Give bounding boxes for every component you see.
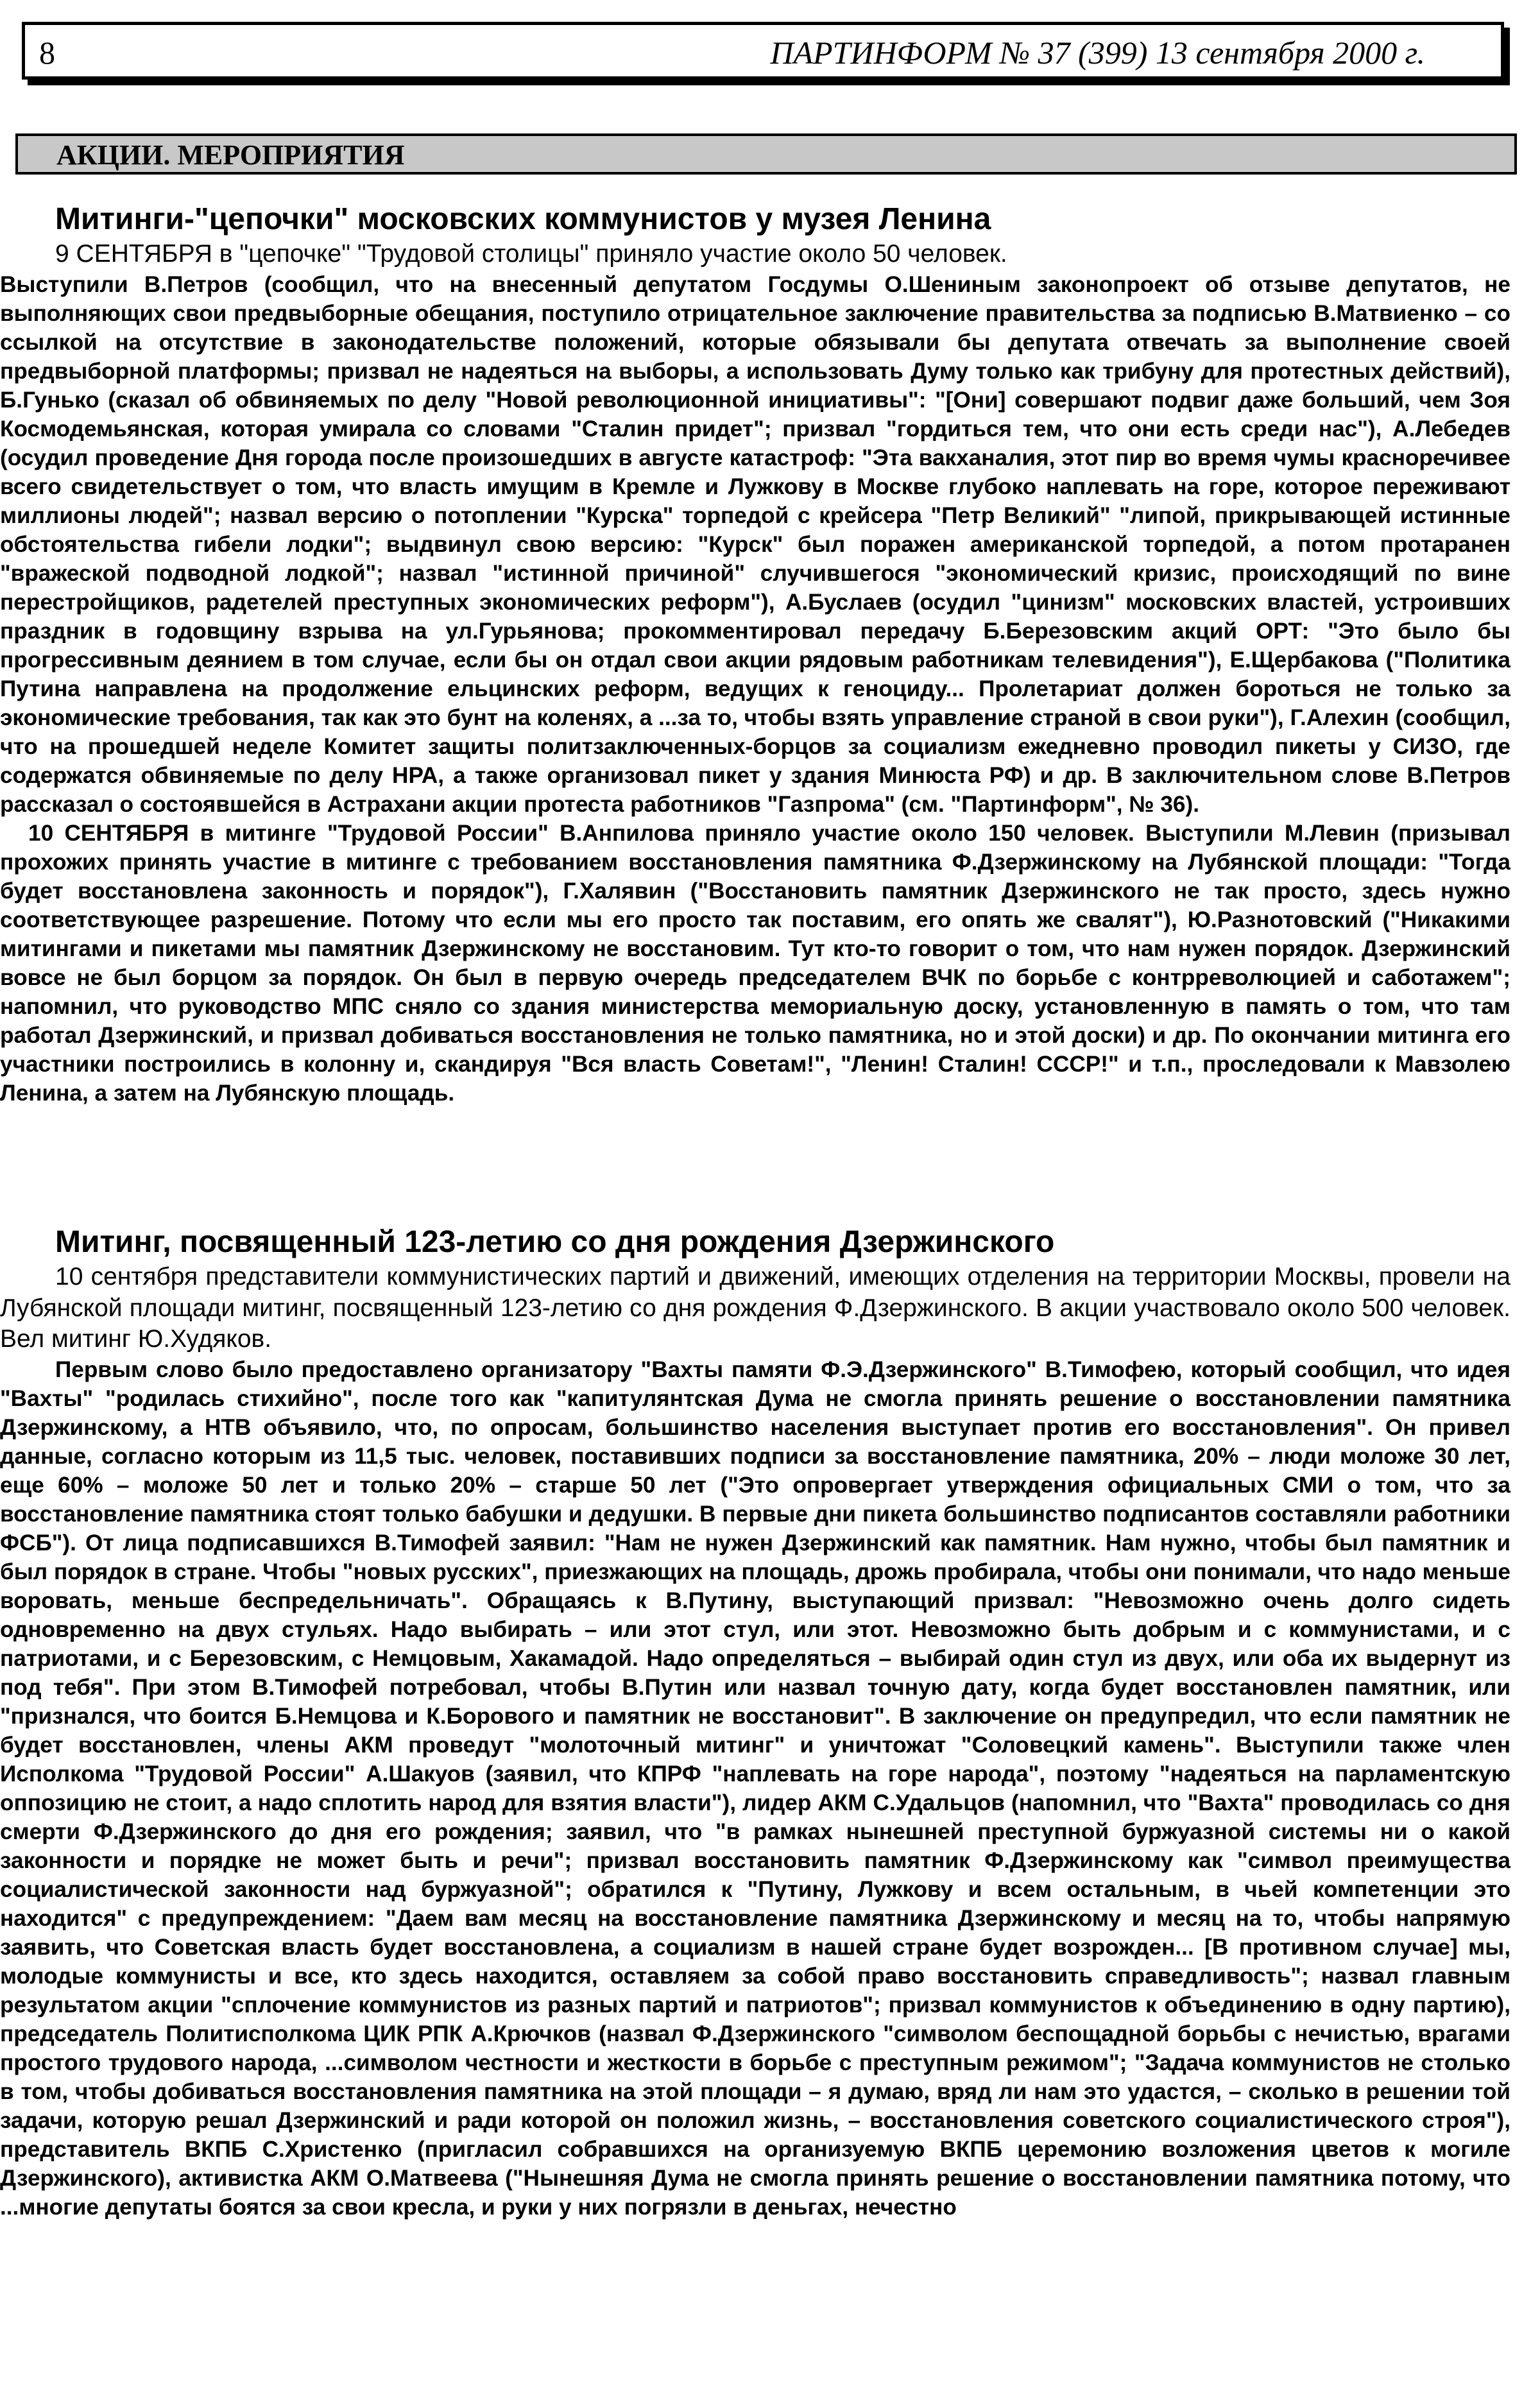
article-lead: 9 СЕНТЯБРЯ в "цепочке" "Трудовой столицы" приняло участие около 50 человек.: [55, 240, 1007, 268]
article-lead: 10 сентября представители коммунистических партий и движений, имеющих отделения на территории Москвы, провели на Лубянской площади митинг, посвященный 123-летию со дня рождения Ф.Дзержинского. В акции участвовало около 500 человек. Вел митинг Ю.Худяков.: [0, 1263, 1510, 1353]
article-paragraph: Первым слово было предоставлено организатору "Вахты памяти Ф.Э.Дзержинского" В.Тимофею, который сообщил, что идея "Вахты" "родилась стихийно", после того как "капитулянтская Дума не смогла принять решение о восстановлении памятника Дзержинскому, а НТВ объявило, что, по опросам, большинство населения выступает против его восстановления". Он привел данные, согласно которым из 11,5 тыс. человек, поставивших подписи за восстановление памятника, 20% – люди моложе 30 лет, еще 60% – моложе 50 лет и только 20% – старше 50 лет ("Это опровергает утверждения официальных СМИ о том, что за восстановление памятника стоят только бабушки и дедушки. В первые дни пикета большинство подписантов составляли работники ФСБ"). От лица подписавшихся В.Тимофей заявил: "Нам не нужен Дзержинский как памятник. Нам нужно, чтобы был памятник и был порядок в стране. Чтобы "новых русских", приезжающих на площадь, дрожь пробирала, чтобы они понимали, что надо меньше воровать, меньше беспредельничать". Обращаясь к В.Путину, выступающий призвал: "Невозможно очень долго сидеть одновременно на двух стульях. Надо выбирать – или этот стул, или этот. Невозможно быть добрым и с коммунистами, и с патриотами, и с Березовским, с Немцовым, Хакамадой. Надо определяться – выбирай один стул из двух, или оба их выдернут из под тебя". При этом В.Тимофей потребовал, чтобы В.Путин или назвал точную дату, когда будет восстановлен памятник, или "признался, что боится Б.Немцова и К.Борового и памятник не восстановит". В заключение он предупредил, что если памятник не будет восстановлен, члены АКМ проведут "молоточный митинг" и уничтожат "Соловецкий камень". Выступили также член Исполкома "Трудовой России" А.Шакуов (заявил, что КПРФ "наплевать на горе народа", поэтому "надеяться на парламентскую оппозицию не стоит, а надо сплотить народ для взятия власти"), лидер АКМ С.Удальцов (напомнил, что "Вахта" проводилась со дня смерти Ф.Дзержинского до дня его рождения; заявил, что "в рамках нынешней преступной буржуазной системы ни о какой законности и порядке не может быть и речи"; призвал восстановить памятник Ф.Дзержинскому как "символ преимущества социалистической законности над буржуазной"; обратился к "Путину, Лужкову и всем остальным, в чьей компетенции это находится" с предупреждением: "Даем вам месяц на восстановление памятника Дзержинскому и месяц на то, чтобы напрямую заявить, что Советская власть будет восстановлена, а социализм в нашей стране будет возрожден... [В противном случае] мы, молодые коммунисты и все, кто здесь находится, оставляем за собой право восстановить справедливость"; назвал главным результатом акции "сплочение коммунистов из разных партий и патриотов"; призвал коммунистов к объединению в одну партию), председатель Политисполкома ЦИК РПК А.Крючков (назвал Ф.Дзержинского "символом беспощадной борьбы с нечистью, врагами простого трудового народа, ...символом честности и жесткости в борьбе с преступным режимом"; "Задача коммунистов не столько в том, чтобы добиваться восстановления памятника на этой площади – я думаю, вряд ли нам это удастся, – сколько в решении той задачи, которую решал Дзержинский и ради которой он положил жизнь, – восстановления советского социалистического строя"), представитель ВКПБ С.Христенко (пригласил собравшихся на организуемую ВКПБ церемонию возложения цветов к могиле Дзержинского), активистка АКМ О.Матвеева ("Нынешняя Дума не смогла принять решение о восстановлении памятника потому, что ...многие депутаты боятся за свои кресла, и руки у них погрязли в деньгах, нечестно: [0, 1357, 1510, 2220]
article-title: Митинг, посвященный 123-летию со дня рождения Дзержинского: [55, 1225, 1055, 1259]
page-number: 8: [39, 35, 55, 71]
section-title: АКЦИИ. МЕРОПРИЯТИЯ: [56, 139, 405, 171]
page-header: [22, 22, 1504, 80]
issue-info: ПАРТИНФОРМ № 37 (399) 13 сентября 2000 г.: [770, 35, 1425, 71]
article-paragraph: 10 СЕНТЯБРЯ в митинге "Трудовой России" В.Анпилова приняло участие около 150 человек. Выступили М.Левин (призывал прохожих принять участие в митинге с требованием восстановления памятника Ф.Дзержинскому на Лубянской площади: "Тогда будет восстановлена законность и порядок"), Г.Халявин ("Восстановить памятник Дзержинского не так просто, здесь нужно соответствующее разрешение. Потому что если мы его просто так поставим, его опять же свалят"), Ю.Разнотовский ("Никакими митингами и пикетами мы памятник Дзержинскому не восстановим. Тут кто-то говорит о том, что нам нужен порядок. Дзержинский вовсе не был борцом за порядок. Он был в первую очередь председателем ВЧК по борьбе с контрреволюцией и саботажем"; напомнил, что руководство МПС сняло со здания министерства мемориальную доску, установленную в память о том, что там работал Дзержинский, и призвал добиваться восстановления не только памятника, но и этой доски) и др. По окончании митинга его участники построились в колонну и, скандируя "Вся власть Советам!", "Ленин! Сталин! СССР!" и т.п., проследовали к Мавзолею Ленина, а затем на Лубянскую площадь.: [0, 820, 1510, 1106]
article-lenin-museum: [0, 200, 1510, 1108]
article-dzerzhinsky-rally: [0, 1223, 1510, 2222]
article-title: Митинги-"цепочки" московских коммунистов у музея Ленина: [55, 202, 991, 236]
section-heading-bar: [15, 133, 1517, 175]
article-paragraph: Выступили В.Петров (сообщил, что на внесенный депутатом Госдумы О.Шениным законопроект об отзыве депутатов, не выполняющих свои предвыборные обещания, поступило отрицательное заключение правительства за подписью В.Матвиенко – со ссылкой на отсутствие в законодательстве положений, которые обязывали бы депутата отвечать за выполнение своей предвыборной платформы; призвал не надеяться на выборы, а использовать Думу только как трибуну для протестных действий), Б.Гунько (сказал об обвиняемых по делу "Новой революционной инициативы": "[Они] совершают подвиг даже больший, чем Зоя Космодемьянская, которая умирала со словами "Сталин придет"; призвал "гордиться тем, что они есть среди нас"), А.Лебедев (осудил проведение Дня города после произошедших в августе катастроф: "Эта вакханалия, этот пир во время чумы красноречивее всего свидетельствует о том, что власть имущим в Кремле и Лужкову в Москве глубоко наплевать на горе, которое переживают миллионы людей"; назвал версию о потоплении "Курска" торпедой с крейсера "Петр Великий" "липой, прикрывающей истинные обстоятельства гибели лодки"; выдвинул свою версию: "Курск" был поражен американской торпедой, а потом протаранен "вражеской подводной лодкой"; назвал "истинной причиной" случившегося "экономический кризис, происходящий по вине перестройщиков, радетелей преступных экономических реформ"), А.Буслаев (осудил "цинизм" московских властей, устроивших праздник в годовщину взрыва на ул.Гурьянова; прокомментировал передачу Б.Березовским акций ОРТ: "Это было бы прогрессивным деянием в том случае, если бы он отдал свои акции рядовым работникам телевидения"), Е.Щербакова ("Политика Путина направлена на продолжение ельцинских реформ, ведущих к геноциду... Пролетариат должен бороться не только за экономические требования, так как это бунт на коленях, а ...за то, чтобы взять управление страной в свои руки"), Г.Алехин (сообщил, что на прошедшей неделе Комитет защиты политзаключенных-борцов за социализм ежедневно проводил пикеты у СИЗО, где содержатся обвиняемые по делу НРА, а также организовал пикет у здания Минюста РФ) и др. В заключительном слове В.Петров рассказал о состоявшейся в Астрахани акции протеста работников "Газпрома" (см. "Партинформ", № 36).: [0, 271, 1510, 817]
